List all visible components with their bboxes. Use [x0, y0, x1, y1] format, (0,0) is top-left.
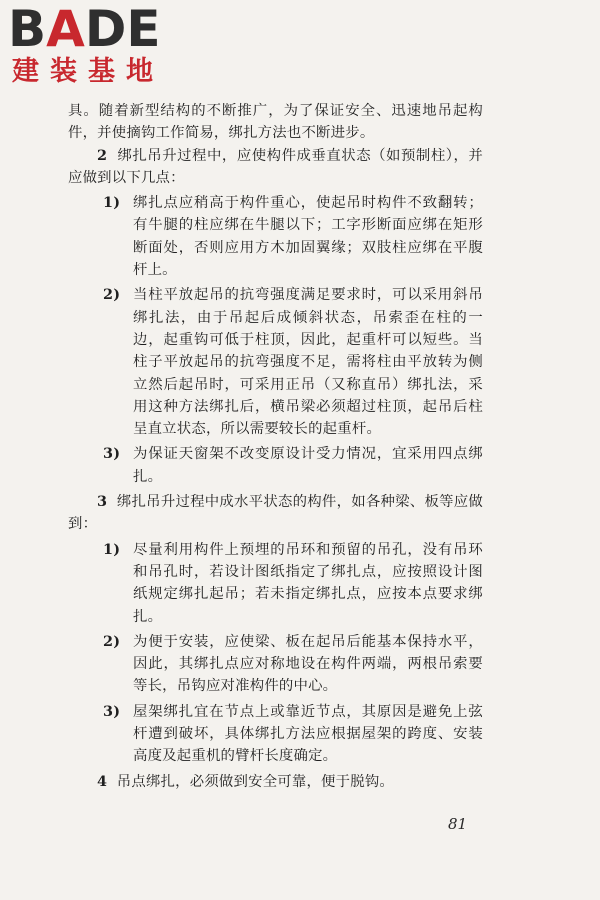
- section-2-heading: [68, 145, 483, 190]
- item-number: 1): [103, 194, 121, 212]
- item-number: 2): [103, 286, 121, 304]
- item-text: 尽量利用构件上预埋的吊环和预留的吊孔，没有吊环和吊孔时，若设计图纸指定了绑扎点，应按照设计图纸规定绑扎起吊；若未指定绑扎点，应按本点要求绑扎。: [133, 541, 483, 625]
- list-item: [68, 192, 483, 281]
- logo-letter-b: B: [8, 0, 47, 58]
- logo-letters-de: DE: [84, 0, 161, 58]
- item-text: 当柱平放起吊的抗弯强度满足要求时，可以采用斜吊绑扎法，由于吊起后成倾斜状态，吊索歪在柱的一边，起重钩可低于柱顶，因此，起重杆可以短些。当柱子平放起吊的抗弯强度不足，需将柱由平放转为侧立然后起吊时，可采用正吊（又称直吊）绑扎法，采用这种方法绑扎后，横吊梁必须超过柱顶，起吊后柱呈直立状态，所以需要较长的起重杆。: [133, 287, 483, 438]
- intro-paragraph: 具。随着新型结构的不断推广，为了保证安全、迅速地吊起构件，并使摘钩工作简易，绑扎方法也不断进步。: [68, 103, 483, 142]
- section-text: 绑扎吊升过程中成水平状态的构件，如各种梁、板等应做到：: [68, 494, 483, 533]
- logo-wordmark: [8, 0, 183, 58]
- section-3-heading: [68, 491, 483, 536]
- page-body: [68, 100, 483, 793]
- section-number: 3: [97, 493, 108, 511]
- logo-letter-a: A: [46, 0, 85, 58]
- item-number: 2): [103, 632, 121, 650]
- item-number: 1): [103, 540, 121, 558]
- section-text: 绑扎吊升过程中，应使构件成垂直状态（如预制柱），并应做到以下几点：: [68, 147, 483, 186]
- item-number: 3): [103, 445, 121, 463]
- logo-subtitle: 建装基地: [12, 56, 164, 87]
- list-item: [68, 443, 483, 488]
- section-number: 2: [97, 146, 108, 164]
- list-item: [68, 284, 483, 440]
- page-number: 81: [448, 815, 468, 833]
- list-item: [68, 631, 483, 698]
- brand-logo: [8, 0, 183, 88]
- item-text: 为保证天窗架不改变原设计受力情况，宜采用四点绑扎。: [133, 446, 483, 485]
- list-item: [68, 539, 483, 628]
- item-text: 绑扎点应稍高于构件重心，使起吊时构件不致翻转；有牛腿的柱应绑在牛腿以下；工字形断面应绑在矩形断面处，否则应用方木加固翼缘；双肢柱应绑在平腹杆上。: [133, 195, 483, 279]
- item-number: 3): [103, 702, 121, 720]
- section-text: 吊点绑扎，必须做到安全可靠，便于脱钩。: [116, 773, 395, 790]
- item-text: 为便于安装，应使梁、板在起吊后能基本保持水平，因此，其绑扎点应对称地设在构件两端，两根吊索要等长，吊钩应对准构件的中心。: [133, 633, 483, 695]
- list-item: [68, 701, 483, 768]
- section-4-heading: [68, 771, 483, 793]
- item-text: 屋架绑扎宜在节点上或靠近节点，其原因是避免上弦杆遭到破坏，具体绑扎方法应根据屋架的跨度、安装高度及起重机的臂杆长度确定。: [133, 703, 483, 765]
- section-number: 4: [97, 772, 108, 790]
